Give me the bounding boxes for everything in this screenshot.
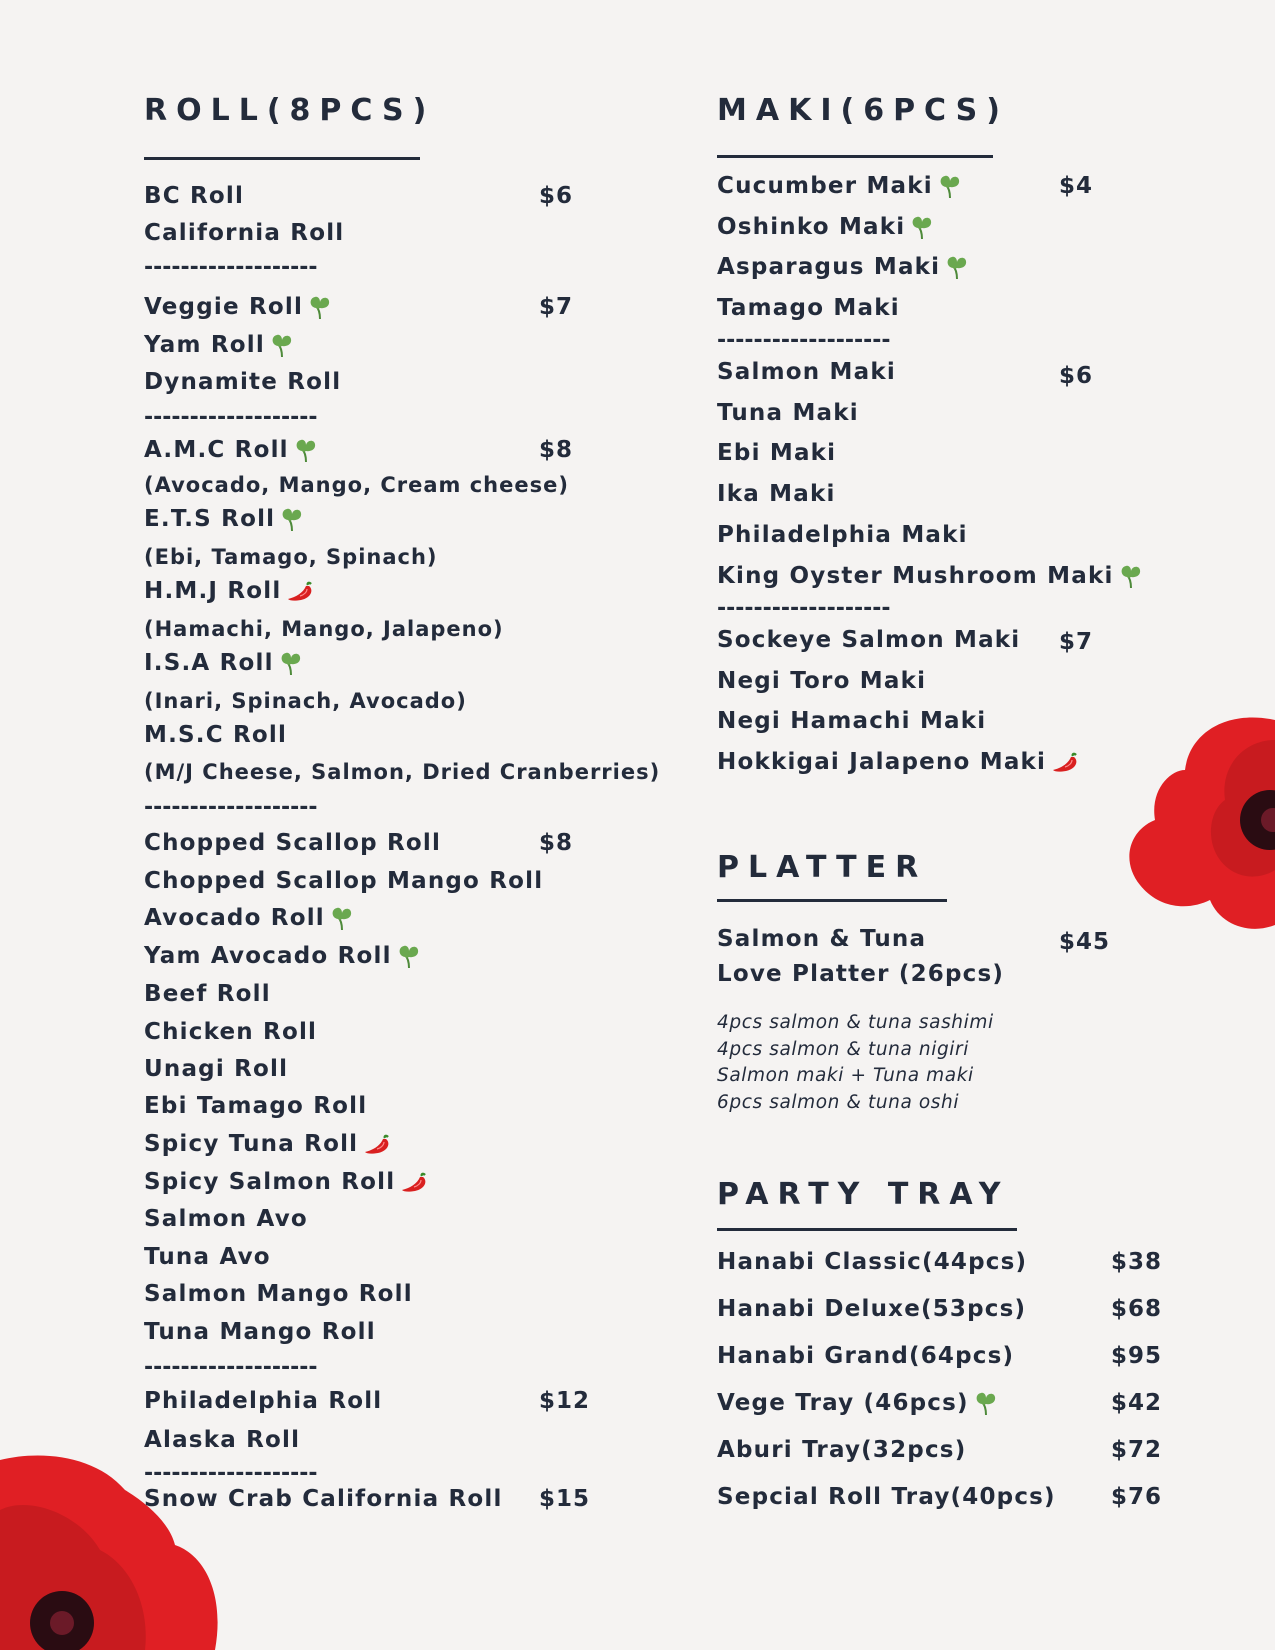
menu-item-name: Alaska Roll: [144, 1427, 301, 1453]
menu-item: [144, 220, 344, 246]
platter-note: Salmon maki + Tuna maki: [717, 1065, 974, 1086]
price-label: $4: [1059, 173, 1094, 199]
menu-item-name: Salmon Avo: [144, 1206, 308, 1232]
menu-item-description: (Avocado, Mango, Cream cheese): [144, 473, 569, 497]
menu-item: [144, 1486, 503, 1512]
menu-item: [717, 1437, 966, 1463]
menu-item-name: Chopped Scallop Mango Roll: [144, 868, 544, 894]
chili-pepper-icon: [358, 1131, 394, 1157]
menu-item: [717, 749, 1082, 775]
menu-item: [144, 332, 293, 359]
menu-item-name: Sepcial Roll Tray(40pcs): [717, 1484, 1056, 1510]
menu-item: [717, 563, 1142, 590]
dashed-separator: -------------------: [144, 1355, 318, 1380]
menu-item-name: Snow Crab California Roll: [144, 1486, 503, 1512]
price-label: $8: [539, 437, 574, 463]
menu-item-name: Hokkigai Jalapeno Maki: [717, 749, 1047, 775]
price-label: $68: [1111, 1296, 1163, 1322]
menu-item: [144, 1388, 382, 1414]
menu-item-description: (Ebi, Tamago, Spinach): [144, 545, 438, 569]
price-label: $42: [1111, 1390, 1163, 1416]
menu-item: [144, 981, 271, 1007]
menu-item-description: (Hamachi, Mango, Jalapeno): [144, 617, 504, 641]
menu-item: [144, 1169, 431, 1195]
leaf-icon: [289, 437, 317, 464]
section-title: PLATTER: [717, 850, 928, 885]
menu-item: [717, 627, 1020, 653]
menu-item-name: Salmon Mango Roll: [144, 1281, 413, 1307]
section-rule: [717, 899, 947, 902]
menu-item: [144, 1056, 288, 1082]
platter-name: Salmon & Tuna: [717, 926, 927, 952]
leaf-icon: [325, 905, 353, 932]
platter-note: 4pcs salmon & tuna nigiri: [717, 1039, 969, 1060]
price-label: $72: [1111, 1437, 1163, 1463]
menu-item: [717, 173, 961, 200]
menu-item-name: Cucumber Maki: [717, 173, 933, 199]
menu-item: [717, 1296, 1026, 1322]
menu-item-name: Chicken Roll: [144, 1019, 318, 1045]
red-flower-icon: [1110, 710, 1275, 960]
menu-item: [144, 294, 331, 321]
menu-item-name: A.M.C Roll: [144, 437, 289, 463]
price-label: $95: [1111, 1343, 1163, 1369]
menu-item: [144, 369, 341, 395]
price-label: $15: [539, 1486, 591, 1512]
menu-item-name: California Roll: [144, 220, 345, 246]
menu-item: [717, 1390, 997, 1417]
price-label: $7: [539, 294, 574, 320]
price-label: $6: [539, 183, 574, 209]
menu-item-name: Oshinko Maki: [717, 214, 906, 240]
menu-item-name: Yam Roll: [144, 332, 265, 358]
menu-item-name: Beef Roll: [144, 981, 271, 1007]
menu-item: [144, 1206, 308, 1232]
menu-item-name: Sockeye Salmon Maki: [717, 627, 1021, 653]
menu-item: [144, 1093, 367, 1119]
section-title: PARTY TRAY: [717, 1177, 1010, 1212]
menu-item-name: Negi Toro Maki: [717, 668, 927, 694]
leaf-icon: [933, 173, 961, 200]
menu-item: [717, 214, 933, 241]
menu-item: [144, 1281, 413, 1307]
menu-item: [717, 1343, 1014, 1369]
menu-item: [144, 437, 317, 464]
menu-item: [717, 668, 926, 694]
menu-item-name: Asparagus Maki: [717, 254, 941, 280]
menu-item: [144, 905, 353, 932]
price-label: $76: [1111, 1484, 1163, 1510]
menu-item-name: Negi Hamachi Maki: [717, 708, 987, 734]
price-label: $12: [539, 1388, 591, 1414]
section-rule: [144, 157, 420, 160]
section-rule: [717, 1228, 1017, 1231]
menu-item-name: Tuna Avo: [144, 1244, 271, 1270]
menu-item-name: Spicy Salmon Roll: [144, 1169, 396, 1195]
menu-item: [717, 522, 968, 548]
section-title: ROLL(8PCS): [144, 93, 436, 128]
menu-item: [717, 1249, 1027, 1275]
platter-name: Love Platter (26pcs): [717, 961, 1005, 987]
menu-item-name: Yam Avocado Roll: [144, 943, 392, 969]
menu-item: [144, 578, 317, 604]
menu-item: [717, 295, 900, 321]
price-label: $8: [539, 830, 574, 856]
menu-item: [144, 1131, 394, 1157]
menu-item-name: Tamago Maki: [717, 295, 900, 321]
menu-item-name: H.M.J Roll: [144, 578, 282, 604]
menu-item-name: Philadelphia Roll: [144, 1388, 383, 1414]
menu-item: [144, 868, 543, 894]
leaf-icon: [265, 332, 293, 359]
menu-item-name: Hanabi Deluxe(53pcs): [717, 1296, 1027, 1322]
menu-item-name: BC Roll: [144, 183, 245, 209]
menu-item-name: Vege Tray (46pcs): [717, 1390, 969, 1416]
menu-item-name: Ebi Maki: [717, 440, 837, 466]
menu-item: [144, 830, 441, 856]
price-label: $7: [1059, 629, 1094, 655]
menu-item: [144, 943, 420, 970]
menu-item: [144, 1244, 271, 1270]
leaf-icon: [905, 214, 933, 241]
menu-item: [717, 440, 836, 466]
menu-item-name: Unagi Roll: [144, 1056, 289, 1082]
menu-item-name: Philadelphia Maki: [717, 522, 968, 548]
price-label: $45: [1059, 929, 1111, 955]
platter-note: 4pcs salmon & tuna sashimi: [717, 1012, 994, 1033]
menu-item: [717, 254, 968, 281]
menu-item-name: Chopped Scallop Roll: [144, 830, 442, 856]
menu-item: [144, 1427, 300, 1453]
menu-item: [717, 708, 986, 734]
leaf-icon: [392, 943, 420, 970]
menu-item-name: Dynamite Roll: [144, 369, 342, 395]
leaf-icon: [274, 650, 302, 677]
dashed-separator: -------------------: [717, 328, 891, 353]
chili-pepper-icon: [1046, 749, 1082, 775]
menu-item-name: Tuna Maki: [717, 400, 859, 426]
dashed-separator: -------------------: [144, 255, 318, 280]
menu-item: [717, 400, 859, 426]
menu-item-name: King Oyster Mushroom Maki: [717, 563, 1114, 589]
price-label: $6: [1059, 363, 1094, 389]
dashed-separator: -------------------: [144, 405, 318, 430]
menu-item-name: Veggie Roll: [144, 294, 304, 320]
menu-item: [144, 722, 287, 748]
menu-item: [717, 1484, 1056, 1510]
leaf-icon: [275, 506, 303, 533]
leaf-icon: [940, 254, 968, 281]
menu-item-name: Ebi Tamago Roll: [144, 1093, 368, 1119]
menu-item-name: Avocado Roll: [144, 905, 325, 931]
menu-item-name: Ika Maki: [717, 481, 836, 507]
dashed-separator: -------------------: [144, 1461, 318, 1486]
menu-item-name: Hanabi Classic(44pcs): [717, 1249, 1028, 1275]
menu-item-name: Aburi Tray(32pcs): [717, 1437, 967, 1463]
menu-item-name: Hanabi Grand(64pcs): [717, 1343, 1015, 1369]
menu-item: [717, 481, 836, 507]
menu-item: [144, 183, 244, 209]
leaf-icon: [303, 294, 331, 321]
menu-item-name: Salmon Maki: [717, 359, 896, 385]
price-label: $38: [1111, 1249, 1163, 1275]
leaf-icon: [1114, 563, 1142, 590]
menu-item-name: M.S.C Roll: [144, 722, 288, 748]
leaf-icon: [969, 1390, 997, 1417]
dashed-separator: -------------------: [144, 795, 318, 820]
chili-pepper-icon: [281, 578, 317, 604]
platter-note: 6pcs salmon & tuna oshi: [717, 1092, 960, 1113]
menu-item-name: Tuna Mango Roll: [144, 1319, 376, 1345]
menu-item: [144, 506, 303, 533]
menu-item-name: I.S.A Roll: [144, 650, 274, 676]
dashed-separator: -------------------: [717, 596, 891, 621]
menu-item: [717, 359, 896, 385]
section-title: MAKI(6PCS): [717, 93, 1009, 128]
section-rule: [717, 155, 993, 158]
menu-item-description: (M/J Cheese, Salmon, Dried Cranberries): [144, 760, 661, 784]
menu-item: [144, 1019, 317, 1045]
menu-item-name: Spicy Tuna Roll: [144, 1131, 359, 1157]
menu-item: [144, 650, 302, 677]
menu-item: [144, 1319, 376, 1345]
menu-item-name: E.T.S Roll: [144, 506, 276, 532]
menu-item-description: (Inari, Spinach, Avocado): [144, 689, 467, 713]
chili-pepper-icon: [395, 1169, 431, 1195]
